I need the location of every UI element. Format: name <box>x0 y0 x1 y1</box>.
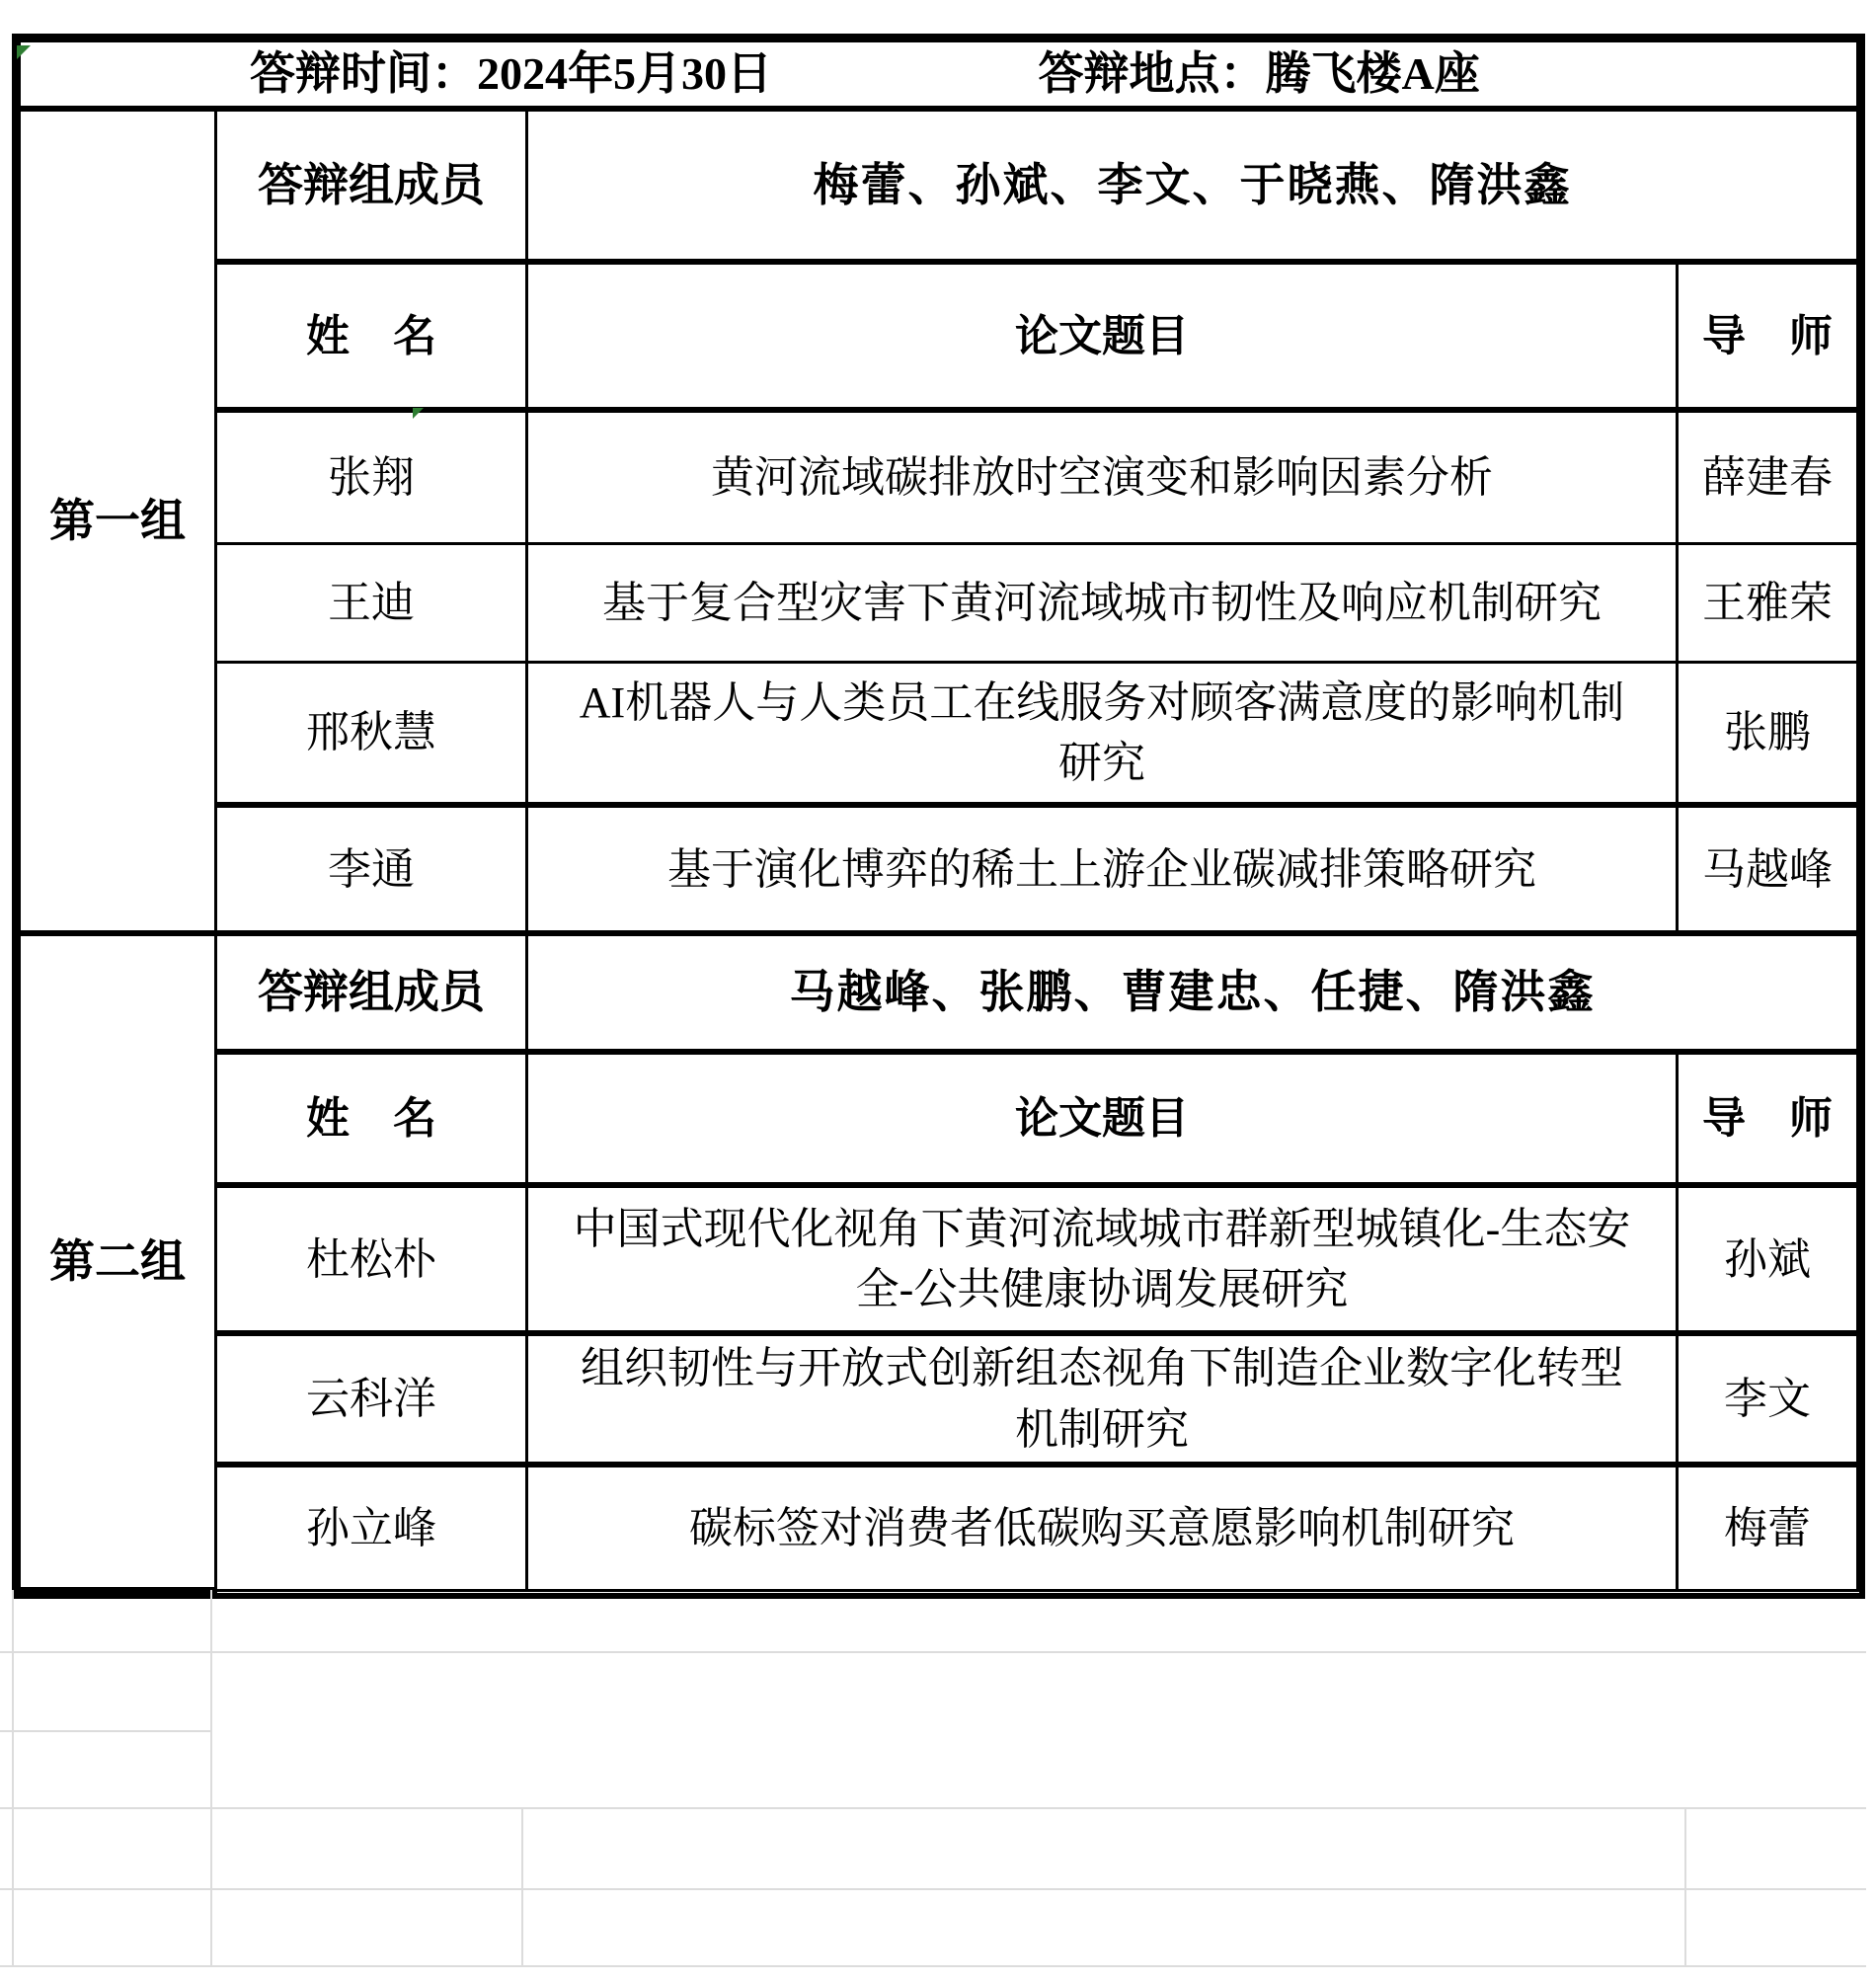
advisor-cell[interactable]: 马越峰 <box>1678 805 1858 933</box>
defense-location-label: 答辩地点：腾飞楼A座 <box>1038 48 1480 99</box>
advisor-cell[interactable]: 张鹏 <box>1678 662 1858 805</box>
student-name-cell[interactable]: 杜松朴 <box>216 1185 527 1333</box>
group-2-members-label-cell[interactable]: 答辩组成员 <box>216 933 527 1052</box>
group-2-column-header-title[interactable]: 论文题目 <box>527 1052 1678 1185</box>
grid-line <box>0 1730 210 1732</box>
table-row <box>20 1333 1858 1465</box>
table-row <box>20 543 1858 662</box>
grid-line <box>0 1888 1866 1890</box>
group-2-column-header-name[interactable]: 姓 名 <box>216 1052 527 1185</box>
thesis-title-cell[interactable]: 中国式现代化视角下黄河流域城市群新型城镇化-生态安全-公共健康协调发展研究 <box>527 1185 1678 1333</box>
group-1-column-header-advisor[interactable]: 导 师 <box>1678 262 1858 410</box>
thesis-title-cell[interactable]: 碳标签对消费者低碳购买意愿影响机制研究 <box>527 1465 1678 1590</box>
group-1-label-cell[interactable]: 第一组 <box>20 109 216 933</box>
table-row <box>20 1185 1858 1333</box>
thesis-title-cell[interactable]: 组织韧性与开放式创新组态视角下制造企业数字化转型机制研究 <box>527 1333 1678 1465</box>
group-2-column-header-advisor[interactable]: 导 师 <box>1678 1052 1858 1185</box>
group-2-label-cell[interactable]: 第二组 <box>20 933 216 1590</box>
table-row <box>20 805 1858 933</box>
thesis-title-cell[interactable]: AI机器人与人类员工在线服务对顾客满意度的影响机制研究 <box>527 662 1678 805</box>
advisor-cell[interactable]: 梅蕾 <box>1678 1465 1858 1590</box>
student-name-cell[interactable]: 张翔 <box>216 410 527 543</box>
group-2-members-cell[interactable]: 马越峰、张鹏、曹建忠、任捷、隋洪鑫 <box>527 933 1858 1052</box>
advisor-cell[interactable]: 孙斌 <box>1678 1185 1858 1333</box>
grid-line <box>0 1965 1866 1967</box>
group-1-members-label-cell[interactable]: 答辩组成员 <box>216 109 527 262</box>
grid-line <box>210 1590 212 1965</box>
thesis-title-cell[interactable]: 基于演化博弈的稀土上游企业碳减排策略研究 <box>527 805 1678 933</box>
defense-time-label: 答辩时间：2024年5月30日 <box>250 48 772 99</box>
grid-line <box>12 1590 14 1965</box>
student-name-cell[interactable]: 孙立峰 <box>216 1465 527 1590</box>
grid-line <box>1684 1807 1686 1965</box>
grid-line <box>521 1807 523 1965</box>
table-row <box>20 662 1858 805</box>
table-row <box>20 410 1858 543</box>
thesis-title-cell[interactable]: 黄河流域碳排放时空演变和影响因素分析 <box>527 410 1678 543</box>
grid-line <box>0 1651 1866 1653</box>
student-name-cell[interactable]: 王迪 <box>216 543 527 662</box>
defense-schedule-table <box>12 34 1865 1599</box>
student-name-cell[interactable]: 李通 <box>216 805 527 933</box>
table-row <box>20 1465 1858 1590</box>
grid-line <box>0 1807 1866 1809</box>
group-1-column-header-name[interactable]: 姓 名 <box>216 262 527 410</box>
cell-error-indicator-icon <box>413 408 424 419</box>
cell-error-indicator-icon <box>17 45 31 59</box>
thesis-title-cell[interactable]: 基于复合型灾害下黄河流域城市韧性及响应机制研究 <box>527 543 1678 662</box>
advisor-cell[interactable]: 王雅荣 <box>1678 543 1858 662</box>
advisor-cell[interactable]: 李文 <box>1678 1333 1858 1465</box>
student-name-cell[interactable]: 邢秋慧 <box>216 662 527 805</box>
header-cell[interactable] <box>20 41 1858 110</box>
student-name-cell[interactable]: 云科洋 <box>216 1333 527 1465</box>
advisor-cell[interactable]: 薛建春 <box>1678 410 1858 543</box>
group-1-members-cell[interactable]: 梅蕾、孙斌、李文、于晓燕、隋洪鑫 <box>527 109 1858 262</box>
group-1-column-header-title[interactable]: 论文题目 <box>527 262 1678 410</box>
